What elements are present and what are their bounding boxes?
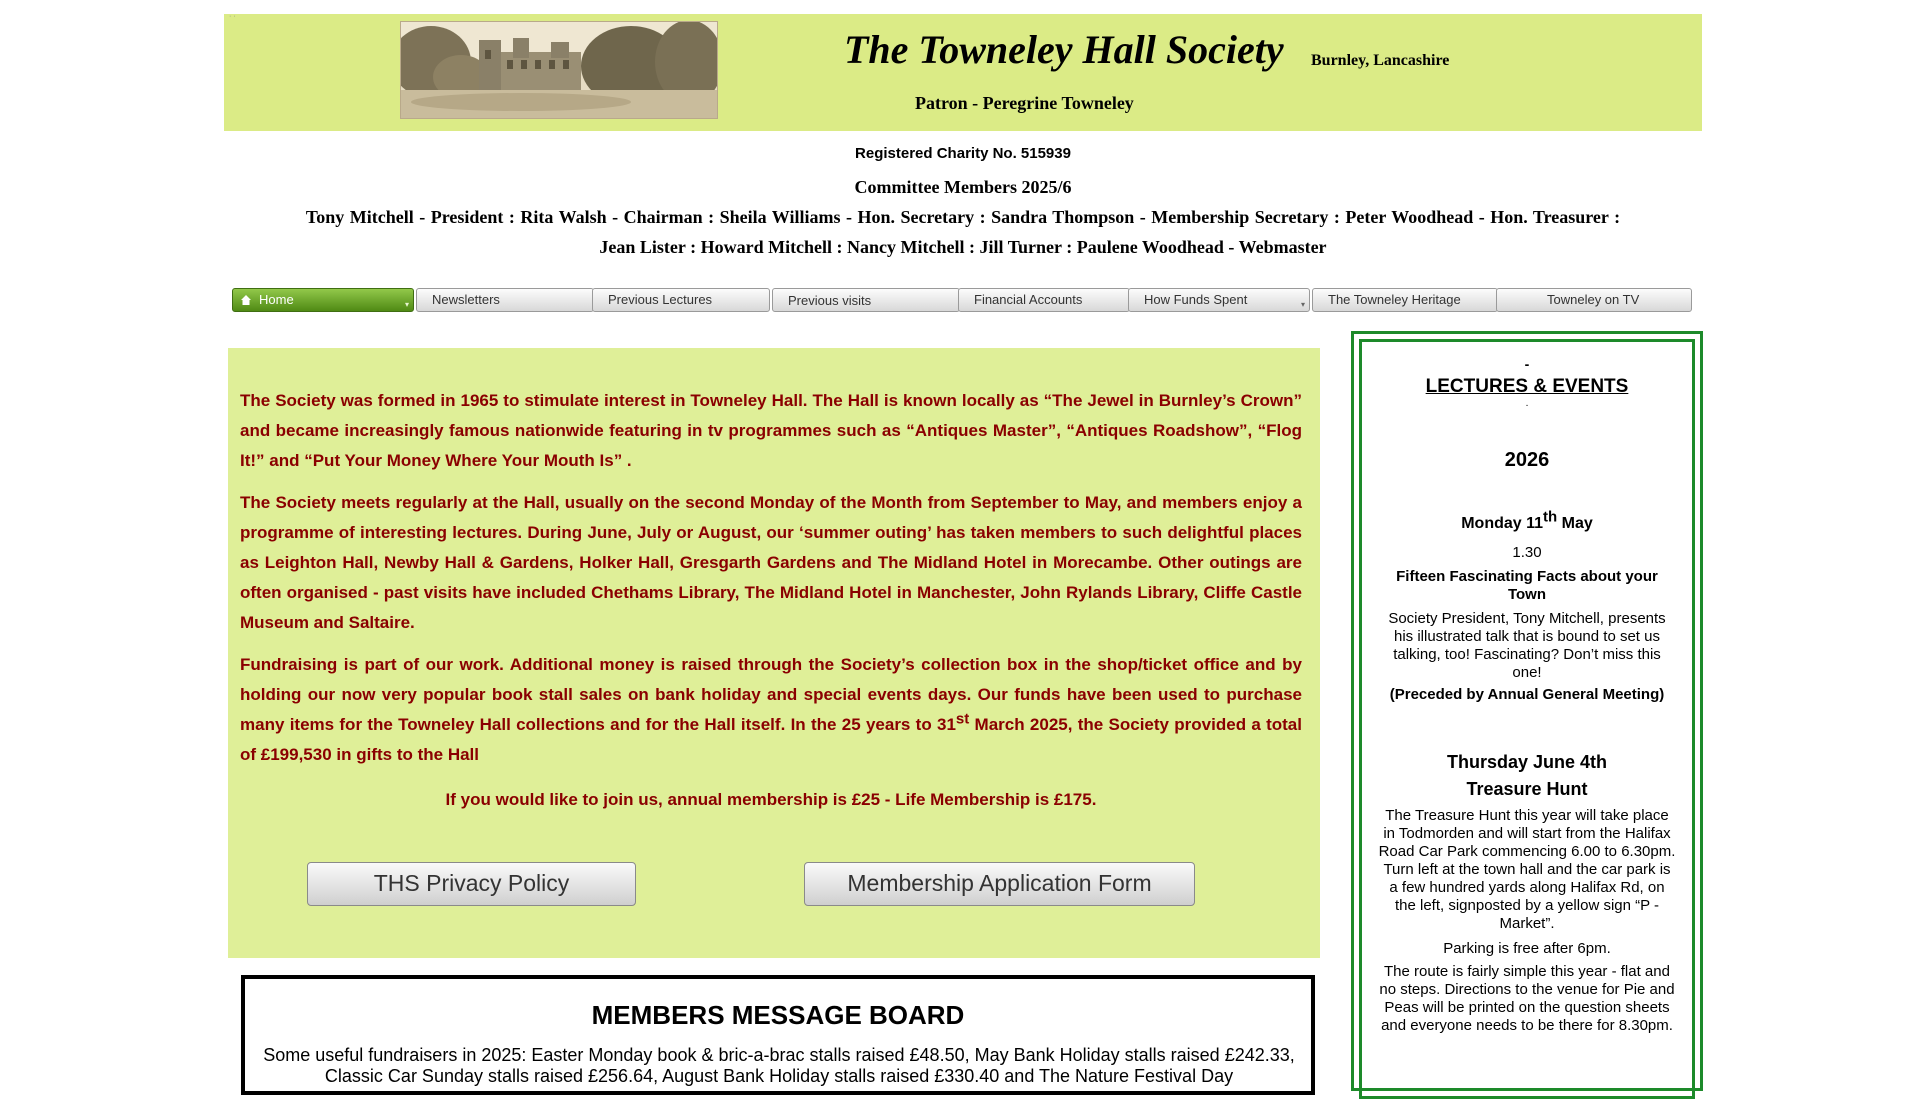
sidebar-dot: . bbox=[1525, 398, 1529, 409]
sidebar-year: 2026 bbox=[1504, 449, 1550, 471]
event-2-description: The Treasure Hunt this year will take place in Todmorden and will start from the Halifax Road Car Park commencing 6.00 to 6.30pm. Turn left at the town hall and the car park is a few hundred yards along Halifax Rd, on the left, signposted by a yellow sign “P -Market”. bbox=[1378, 807, 1676, 932]
fundraising-sup: st bbox=[955, 710, 970, 728]
nav-home-label: Home bbox=[259, 292, 294, 307]
nav-newsletters[interactable] bbox=[416, 288, 594, 312]
intro-paragraph-history: The Society was formed in 1965 to stimulate interest in Towneley Hall. The Hall is known locally as “The Jewel in Burnley’s Crown” and became increasingly famous nationwide featuring in tv programmes such as “Antiques Master”, “Antiques Roadshow”, “Flog It!” and “Put Your Money Where Your Mouth Is” . bbox=[240, 391, 1302, 470]
chevron-down-icon: ▾ bbox=[1300, 300, 1305, 309]
fundraising-text-a: Fundraising is part of our work. Additional money is raised through the Society’s collection box in the shop/ticket office and by holding our now very popular book stall sales on bank holiday and special events days. Our funds have been used to purchase many items for the Towneley Hall collections and for the Hall itself. In the 25 years to 31 bbox=[240, 655, 1302, 734]
event-2-route: The route is fairly simple this year - flat and no steps. Directions to the venue for Pie and Peas will be printed on the question sheets and everyone needs to be there for 8.30pm. bbox=[1379, 963, 1675, 1034]
event-1-title: Fifteen Fascinating Facts about your Town bbox=[1396, 568, 1658, 603]
event-2-date: Thursday June 4th bbox=[1446, 752, 1608, 772]
nav-previous-visits[interactable] bbox=[772, 288, 960, 312]
sidebar-dash: - bbox=[1524, 356, 1530, 372]
sidebar-heading: LECTURES & EVENTS bbox=[1425, 376, 1629, 397]
nav-previous-lectures[interactable] bbox=[592, 288, 770, 312]
event-1-time: 1.30 bbox=[1512, 544, 1542, 561]
event-1-date-a: Monday 11 bbox=[1461, 515, 1544, 532]
charity-number: Registered Charity No. 515939 bbox=[855, 145, 1071, 162]
intro-paragraph-meetings: The Society meets regularly at the Hall, usually on the second Monday of the Month from September to May, and members enjoy a programme of interesting lectures. During June, July or August, our ‘summer outing’ has taken members to such delightful places as Leighton Hall, Newby Hall & Gardens, Holker Hall, Gresgarth Gardens and The Midland Hotel in Morecambe. Other outings are often organised - past visits have included Chethams Library, The Midland Hotel in Manchester, John Rylands Library, Cliffe Castle Museum and Saltaire. bbox=[240, 493, 1302, 632]
privacy-policy-button[interactable]: THS Privacy Policy bbox=[307, 862, 636, 906]
event-2-parking: Parking is free after 6pm. bbox=[1443, 940, 1611, 957]
nav-towneley-on-tv-label: Towneley on TV bbox=[1547, 292, 1640, 307]
event-1-description: Society President, Tony Mitchell, presents his illustrated talk that is bound to set us talking, too! Fascinating? Don’t miss this one! bbox=[1388, 610, 1666, 681]
header-dots: · · bbox=[229, 13, 236, 20]
hall-engraving-icon bbox=[401, 22, 717, 118]
committee-members-line-1: Tony Mitchell - President : Rita Walsh - Chairman : Sheila Williams - Hon. Secretary : Sandra Thompson - Membership Secretary : Peter Woodhead - Hon. Treasurer : bbox=[305, 207, 1621, 227]
message-board-title: MEMBERS MESSAGE BOARD bbox=[591, 1000, 965, 1030]
nav-towneley-heritage[interactable] bbox=[1312, 288, 1498, 312]
event-2-title: Treasure Hunt bbox=[1466, 779, 1588, 799]
nav-home[interactable] bbox=[232, 288, 414, 312]
membership-form-button[interactable]: Membership Application Form bbox=[804, 862, 1195, 906]
event-1-date-sup: th bbox=[1543, 508, 1558, 526]
nav-financial-accounts-label: Financial Accounts bbox=[974, 292, 1083, 307]
home-icon bbox=[240, 294, 252, 306]
committee-title: Committee Members 2025/6 bbox=[854, 177, 1072, 197]
event-1-note: (Preceded by Annual General Meeting) bbox=[1389, 686, 1665, 703]
nav-financial-accounts[interactable] bbox=[958, 288, 1130, 312]
towneley-hall-image bbox=[400, 21, 718, 119]
nav-previous-visits-label: Previous visits bbox=[788, 293, 872, 308]
intro-paragraph-fundraising bbox=[240, 650, 1302, 770]
patron-line: Patron - Peregrine Towneley bbox=[915, 93, 1134, 113]
membership-fees: If you would like to join us, annual membership is £25 - Life Membership is £175. bbox=[445, 790, 1097, 809]
chevron-down-icon: ▾ bbox=[404, 300, 409, 309]
event-1-date bbox=[1378, 508, 1676, 533]
nav-towneley-heritage-label: The Towneley Heritage bbox=[1328, 292, 1461, 307]
nav-previous-lectures-label: Previous Lectures bbox=[608, 292, 713, 307]
nav-how-funds-spent-label: How Funds Spent bbox=[1144, 292, 1248, 307]
fundraising-text-b: March 2025, the Society provided a total of £199,530 in gifts to the Hall bbox=[240, 715, 1302, 764]
message-board-text: Some useful fundraisers in 2025: Easter Monday book & bric-a-brac stalls raised £48.50, May Bank Holiday stalls raised £242.33, Classic Car Sunday stalls raised £256.64, August Bank Holiday stalls raised £330.40 and The Nature Festival Day bbox=[263, 1045, 1295, 1086]
nav-newsletters-label: Newsletters bbox=[432, 292, 500, 307]
nav-how-funds-spent[interactable] bbox=[1128, 288, 1310, 312]
nav-towneley-on-tv[interactable] bbox=[1496, 288, 1692, 312]
event-1-date-b: May bbox=[1557, 515, 1593, 532]
site-title: The Towneley Hall Society bbox=[844, 27, 1284, 72]
site-location: Burnley, Lancashire bbox=[1311, 52, 1450, 69]
committee-members-line-2: Jean Lister : Howard Mitchell : Nancy Mitchell : Jill Turner : Paulene Woodhead - Webmaster bbox=[599, 237, 1327, 257]
